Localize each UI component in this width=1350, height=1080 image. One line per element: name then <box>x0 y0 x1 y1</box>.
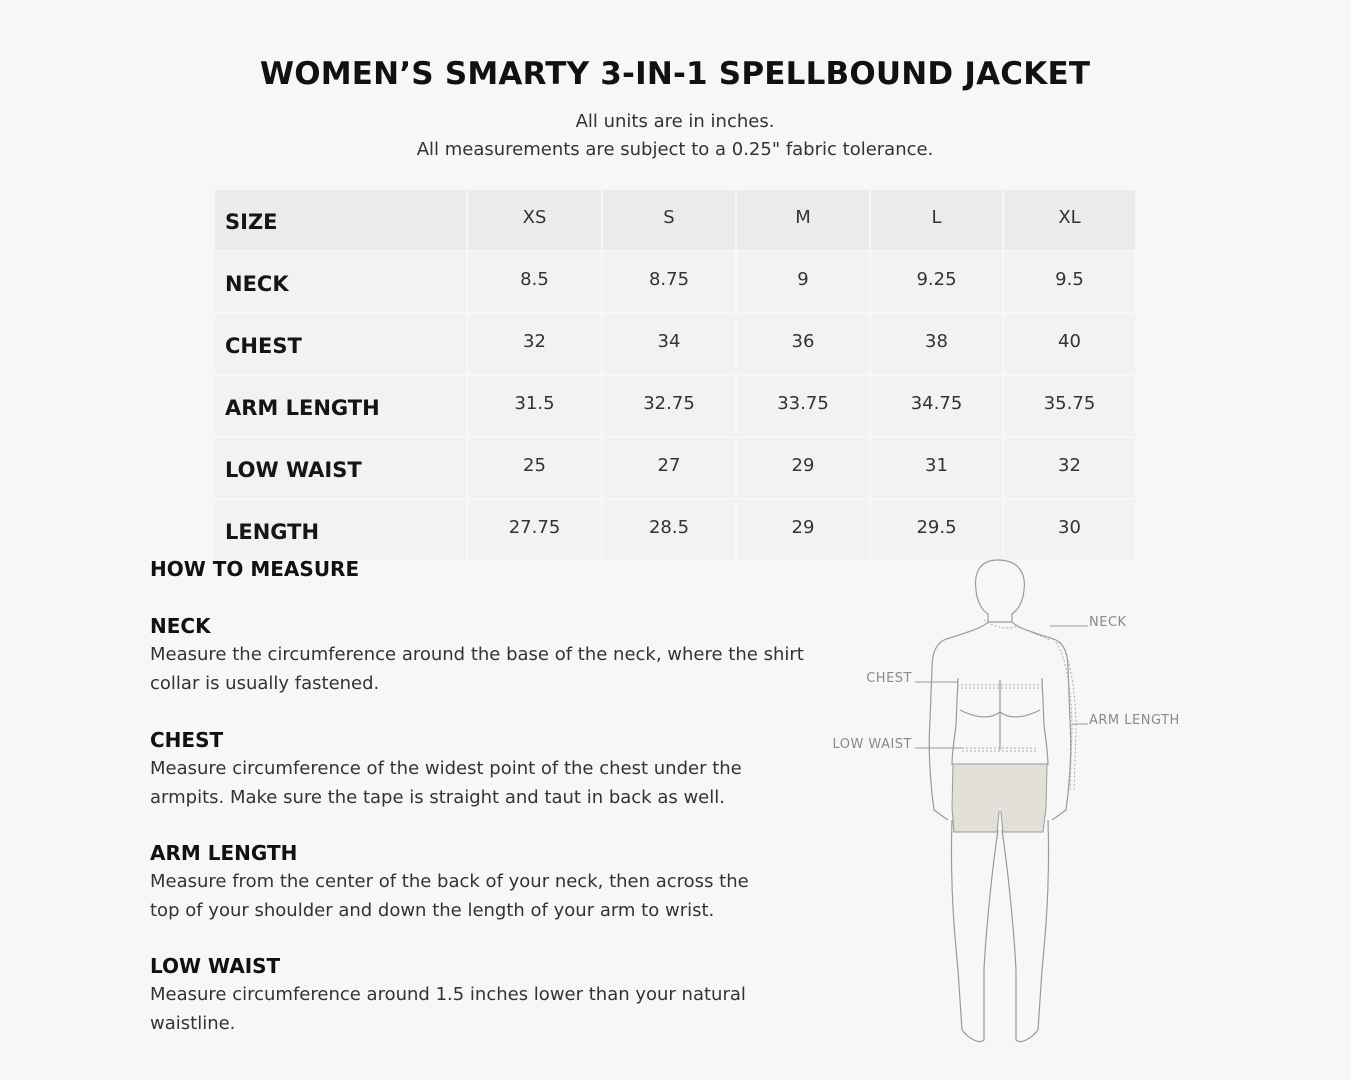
table-cell: 31 <box>870 437 1003 499</box>
measure-item-arm-length <box>150 839 830 925</box>
row-label: NECK <box>215 251 467 313</box>
shorts-shape <box>952 764 1047 832</box>
page-title: WOMEN’S SMARTY 3-IN-1 SPELLBOUND JACKET <box>259 56 1091 92</box>
measure-description-line: Measure circumference of the widest point of the chest under the <box>150 758 742 779</box>
measure-description-line: Measure the circumference around the base of the neck, where the shirt <box>150 644 804 665</box>
table-cell: 33.75 <box>736 375 870 437</box>
measure-title: CHEST <box>150 728 224 752</box>
table-cell: 30 <box>1003 499 1135 561</box>
table-cell: 29.5 <box>870 499 1003 561</box>
measure-item-low-waist <box>150 952 830 1038</box>
row-label: LENGTH <box>215 499 467 561</box>
measure-description-line: waistline. <box>150 1013 236 1034</box>
diagram-label-neck: NECK <box>1089 615 1127 630</box>
diagram-label-low-waist: LOW WAIST <box>832 737 912 752</box>
table-header-row <box>215 190 1135 251</box>
tolerance-note: All measurements are subject to a 0.25" fabric tolerance. <box>416 139 934 160</box>
table-cell: 9.25 <box>870 251 1003 313</box>
table-cell: 8.75 <box>602 251 736 313</box>
table-row-chest <box>215 313 1135 375</box>
table-cell: 36 <box>736 313 870 375</box>
table-cell: 25 <box>467 437 602 499</box>
how-to-measure-heading: HOW TO MEASURE <box>150 557 360 581</box>
measure-item-chest <box>150 726 830 812</box>
measure-title: LOW WAIST <box>150 954 281 978</box>
table-cell: 32.75 <box>602 375 736 437</box>
table-cell: 27.75 <box>467 499 602 561</box>
table-cell: 28.5 <box>602 499 736 561</box>
size-chart-table <box>215 190 1135 562</box>
measure-description-line: top of your shoulder and down the length of your arm to wrist. <box>150 900 715 921</box>
table-cell: 29 <box>736 437 870 499</box>
table-cell: 34.75 <box>870 375 1003 437</box>
measure-title: ARM LENGTH <box>150 841 298 865</box>
body-measurement-diagram <box>820 550 1200 1050</box>
table-cell: 32 <box>1003 437 1135 499</box>
table-cell: 8.5 <box>467 251 602 313</box>
table-cell: 32 <box>467 313 602 375</box>
measure-title: NECK <box>150 614 211 638</box>
measure-description-line: collar is usually fastened. <box>150 673 380 694</box>
table-cell: 9 <box>736 251 870 313</box>
size-column-xl: XL <box>1003 190 1135 251</box>
table-cell: 38 <box>870 313 1003 375</box>
units-note: All units are in inches. <box>575 111 775 132</box>
row-label: LOW WAIST <box>215 437 467 499</box>
table-cell: 34 <box>602 313 736 375</box>
table-row-neck <box>215 251 1135 313</box>
diagram-label-arm-length: ARM LENGTH <box>1089 713 1180 728</box>
measure-item-neck <box>150 612 830 698</box>
size-column-m: M <box>736 190 870 251</box>
table-row-low-waist <box>215 437 1135 499</box>
size-column-s: S <box>602 190 736 251</box>
row-label: CHEST <box>215 313 467 375</box>
row-label: ARM LENGTH <box>215 375 467 437</box>
measure-description-line: armpits. Make sure the tape is straight and taut in back as well. <box>150 787 725 808</box>
size-column-xs: XS <box>467 190 602 251</box>
size-header-label: SIZE <box>215 190 467 251</box>
measure-description-line: Measure circumference around 1.5 inches lower than your natural <box>150 984 746 1005</box>
size-column-l: L <box>870 190 1003 251</box>
table-cell: 29 <box>736 499 870 561</box>
table-cell: 31.5 <box>467 375 602 437</box>
table-cell: 27 <box>602 437 736 499</box>
table-row-arm-length <box>215 375 1135 437</box>
table-cell: 40 <box>1003 313 1135 375</box>
measure-description-line: Measure from the center of the back of your neck, then across the <box>150 871 749 892</box>
table-cell: 35.75 <box>1003 375 1135 437</box>
table-cell: 9.5 <box>1003 251 1135 313</box>
diagram-label-chest: CHEST <box>866 671 912 686</box>
